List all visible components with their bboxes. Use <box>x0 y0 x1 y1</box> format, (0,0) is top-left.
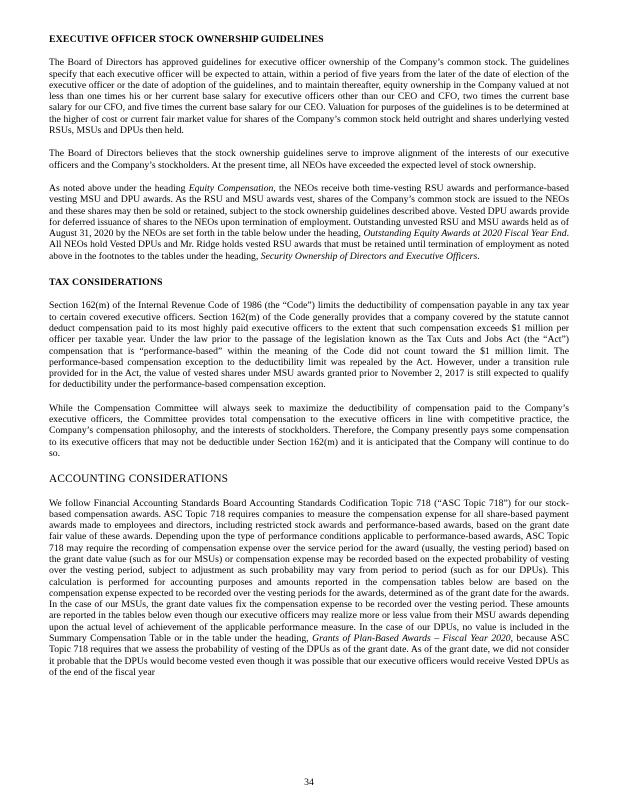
text-run: , the NEOs receive both time-vesting RSU awards and performance-based vesting MSU and DPU awards. As the RSU and MSU awards vest, shares of the Company’s common stock are issued to the NEOs and these shares may then be sold or retained, subject to the stock ownership guidelines described above. Vested DPU awards provide for deferred issuance of shares to the NEOs upon termination of employment. Outstanding unvested RSU and MSU awards held as of August 31, 2020 by the NEOs are set forth in the table below under the heading, <box>49 182 570 240</box>
section-title-tax-considerations <box>49 277 569 288</box>
text-run: EXECUTIVE OFFICER STOCK OWNERSHIP GUIDELINES <box>49 34 324 45</box>
text-run: . <box>477 250 480 262</box>
text-run: Section 162(m) of the Internal Revenue Code of 1986 (the “Code”) limits the deductibility of compensation payable in any tax year to certain covered executive officers. Section 162(m) of the Code generally provides that a company covered by the statute cannot deduct compensation paid to its most highly paid executive officers to the extent that such compensation exceeds $1 million per officer per taxable year. Under the law prior to the passage of the legislation known as the Tax Cuts and Jobs Act (the “Act”) compensation that is “performance-based” within the meaning of the Code did not count toward the $1 million limit. The performance-based compensation exception to the deductibility limit was repealed by the Act. However, under a transition rule provided for in the Act, the value of vested shares under MSU awards granted prior to November 2, 2017 is still expected to qualify for deductibility under the performance-based compensation exception. <box>49 300 569 391</box>
page-number: 34 <box>304 777 314 788</box>
text-run: The Board of Directors has approved guidelines for executive officer ownership of the Company’s common stock. The guidelines specify that each executive officer will be expected to attain, within a period of five years from the later of the date of election of the executive officer or the date of adoption of the guidelines, and to maintain thereafter, equity ownership in the Company valued at not less than one times his or her current base salary for executive officers other than our CEO and CFO, two times the current base salary for our CFO, and five times the current base salary for our CEO. Valuation for purposes of the guidelines is to be determined at the higher of cost or current fair market value for shares of the Company’s common stock held outright and shares underlying vested RSUs, MSUs and DPUs then held. <box>49 57 569 137</box>
text-run: , because ASC Topic 718 requires that we assess the probability of vesting of the DPUs as of the grant date. As of the grant date, we did not consider it probable that the DPUs would become vested even though it was possible that our executive officers would receive Vested DPUs as of the end of the fiscal year <box>49 633 569 678</box>
paragraph-guidelines-approved <box>49 57 569 136</box>
text-run: We follow Financial Accounting Standards Board Accounting Standards Codification Topic 718 (“ASC Topic 718”) for our stock-based compensation awards. ASC Topic 718 requires companies to measure the compensation expense for all share-based payment awards made to employees and directors, including restricted stock awards and performance-based awards, based on the grant date fair value of these awards. Depending upon the type of performance conditions applicable to performance-based awards, ASC Topic 718 may require the recording of compensation expense over the service period for the award (usually, the vesting period) based on the grant date value (such as for our MSUs) or compensation expense may be recorded based on the expected probability of vesting over the vesting period, subject to adjustment as such probability may vary from period to period (such as for our DPUs). This calculation is performed for accounting purposes and amounts reported in the compensation tables below are based on the compensation expense expected to be recorded over the vesting periods for the awards, determined as of the grant date for the awards. In the case of our MSUs, the grant date values fix the compensation expense to be recorded over the vesting period. These amounts are reported in the tables below even though our executive officers may realize more or less value from their MSU awards depending upon the actual level of achievement of the applicable performance measure. In the case of our DPUs, no value is included in the Summary Compensation Table or in the table under the heading, <box>49 497 569 645</box>
text-run: As noted above under the heading <box>49 182 189 194</box>
text-run: ACCOUNTING CONSIDERATIONS <box>49 473 229 486</box>
paragraph-section-162m <box>49 300 569 390</box>
italic-text-run: Security Ownership of Directors and Executive Officers <box>260 250 478 262</box>
text-run: While the Compensation Committee will always seek to maximize the deductibility of compensation paid to the Company’s executive officers, the Committee provides total compensation to the executive officers in line with competitive practice, the Company’s compensation philosophy, and the interests of stockholders. Therefore, the Company presently pays some compensation to its executive officers that may not be deductible under Section 162(m) and it is anticipated that the Company will continue to do so. <box>49 402 569 459</box>
italic-text-run: Outstanding Equity Awards at 2020 Fiscal Year End <box>363 228 567 240</box>
document-body <box>49 34 569 690</box>
italic-text-run: Grants of Plan-Based Awards – Fiscal Year 2020 <box>312 633 511 645</box>
paragraph-asc-topic-718 <box>49 498 569 679</box>
paragraph-compensation-committee <box>49 403 569 459</box>
text-run: The Board of Directors believes that the stock ownership guidelines serve to improve alignment of the interests of our executive officers and the Company’s stockholders. At the present time, all NEOs have exceeded the expected level of stock ownership. <box>49 148 569 171</box>
paragraph-alignment-of-interests <box>49 148 569 171</box>
paragraph-equity-compensation <box>49 183 569 262</box>
section-title-accounting-considerations <box>49 474 569 485</box>
section-title-stock-ownership-guidelines <box>49 34 569 45</box>
text-run: TAX CONSIDERATIONS <box>49 277 163 289</box>
italic-text-run: Equity Compensation <box>188 182 274 194</box>
text-run: . All NEOs hold Vested DPUs and Mr. Ridge holds vested RSU awards that must be retained until termination of employment as noted above in the footnotes to the tables under the heading, <box>49 228 569 262</box>
